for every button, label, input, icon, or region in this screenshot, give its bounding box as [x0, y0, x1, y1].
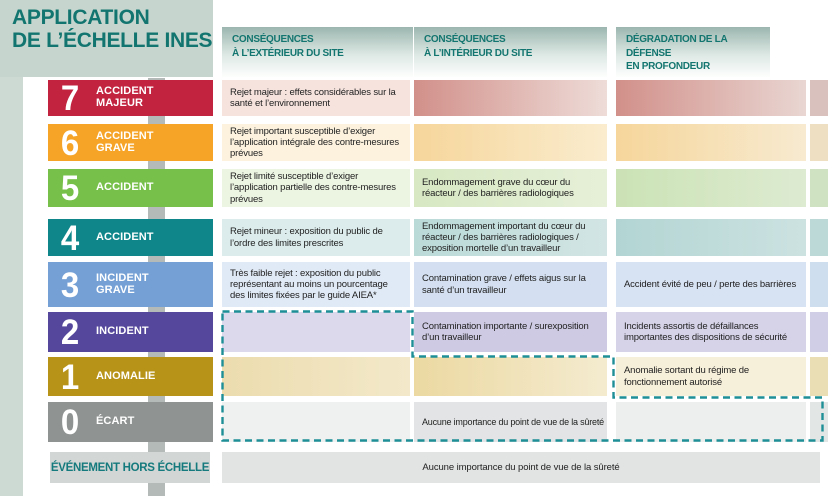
cell-1-defense: Anomalie sortant du régime de fonctionnement autorisé [616, 357, 806, 396]
row-5-edge-tail [810, 169, 828, 207]
column-header-exterior: CONSÉQUENCES À L’EXTÉRIEUR DU SITE [222, 27, 413, 77]
level-5-number: 5 [60, 167, 80, 208]
page-title: APPLICATION DE L’ÉCHELLE INES [12, 6, 213, 52]
row-level-3 [0, 262, 828, 307]
row-3-edge-tail [810, 262, 828, 307]
cell-6-interior [414, 124, 607, 161]
cell-0-exterior [222, 402, 410, 442]
level-2-bar [48, 312, 213, 352]
row-7-edge-tail [810, 80, 828, 116]
level-3-number: 3 [60, 264, 80, 305]
cell-4-interior: Endommagement important du cœur du réacteur / des barrières radiologiques / exposition mortelle d’un travailleur [414, 219, 607, 256]
row-level-2 [0, 312, 828, 352]
level-1-label: ANOMALIE [96, 369, 156, 382]
level-5-label: ACCIDENT [96, 181, 154, 194]
cell-7-defense [616, 80, 806, 116]
level-6-bar [48, 124, 213, 161]
level-1-number: 1 [60, 356, 80, 397]
level-0-label: ÉCART [96, 415, 135, 428]
level-2-number: 2 [60, 311, 80, 352]
level-6-number: 6 [60, 122, 80, 163]
level-4-label: ACCIDENT [96, 230, 154, 243]
cell-3-interior: Contamination grave / effets aigus sur la santé d’un travailleur [414, 262, 607, 307]
level-4-number: 4 [60, 217, 80, 258]
level-5-bar [48, 169, 213, 207]
level-4-bar [48, 219, 213, 256]
title-block [0, 0, 213, 77]
cell-7-interior [414, 80, 607, 116]
cell-3-defense: Accident évité de peu / perte des barrières [616, 262, 806, 307]
off-scale-event-label: ÉVÉNEMENT HORS ÉCHELLE [50, 452, 210, 483]
cell-1-exterior [222, 357, 410, 396]
off-scale-event-cell: Aucune importance du point de vue de la sûreté [222, 452, 820, 483]
column-header-interior: CONSÉQUENCES À L’INTÉRIEUR DU SITE [414, 27, 607, 77]
cell-2-interior: Contamination importante / surexposition d’un travailleur [414, 312, 607, 352]
row-level-1 [0, 357, 828, 396]
level-6-label: ACCIDENT GRAVE [96, 129, 154, 154]
cell-6-exterior: Rejet important susceptible d’exiger l’application intégrale des contre-mesures prévues [222, 124, 410, 161]
row-level-6 [0, 124, 828, 161]
level-2-label: INCIDENT [96, 325, 149, 338]
cell-5-interior: Endommagement grave du cœur du réacteur / des barrières radiologiques [414, 169, 607, 207]
cell-4-exterior: Rejet mineur : exposition du public de l’ordre des limites prescrites [222, 219, 410, 256]
row-2-edge-tail [810, 312, 828, 352]
cell-0-defense [616, 402, 806, 442]
cell-5-exterior: Rejet limité susceptible d’exiger l’application partielle des contre-mesures prévues [222, 169, 410, 207]
cell-1-interior [414, 357, 607, 396]
cell-2-defense: Incidents assortis de défaillances importantes des dispositions de sécurité [616, 312, 806, 352]
row-6-edge-tail [810, 124, 828, 161]
cell-4-defense [616, 219, 806, 256]
level-1-bar [48, 357, 213, 396]
row-level-5 [0, 169, 828, 207]
cell-2-exterior [222, 312, 410, 352]
level-0-number: 0 [60, 401, 80, 442]
level-0-bar [48, 402, 213, 442]
cell-0-interior: Aucune importance du point de vue de la sûreté [414, 402, 607, 442]
row-level-4 [0, 219, 828, 256]
level-3-label: INCIDENT GRAVE [96, 271, 149, 296]
row-level-7 [0, 77, 828, 118]
level-3-bar [48, 262, 213, 307]
row-4-edge-tail [810, 219, 828, 256]
cell-6-defense [616, 124, 806, 161]
level-7-bar [48, 77, 213, 118]
level-7-number: 7 [60, 77, 80, 118]
row-1-edge-tail [810, 357, 828, 396]
row-0-edge-tail [810, 402, 828, 442]
column-header-defense: DÉGRADATION DE LA DÉFENSE EN PROFONDEUR [616, 27, 770, 77]
cell-7-exterior: Rejet majeur : effets considérables sur la santé et l’environnement [222, 80, 410, 116]
cell-5-defense [616, 169, 806, 207]
cell-3-exterior: Très faible rejet : exposition du public représentant au moins un pourcentage des limites fixées par le guide AIEA* [222, 262, 410, 307]
level-7-label: ACCIDENT MAJEUR [96, 85, 154, 109]
row-level-0 [0, 402, 828, 442]
